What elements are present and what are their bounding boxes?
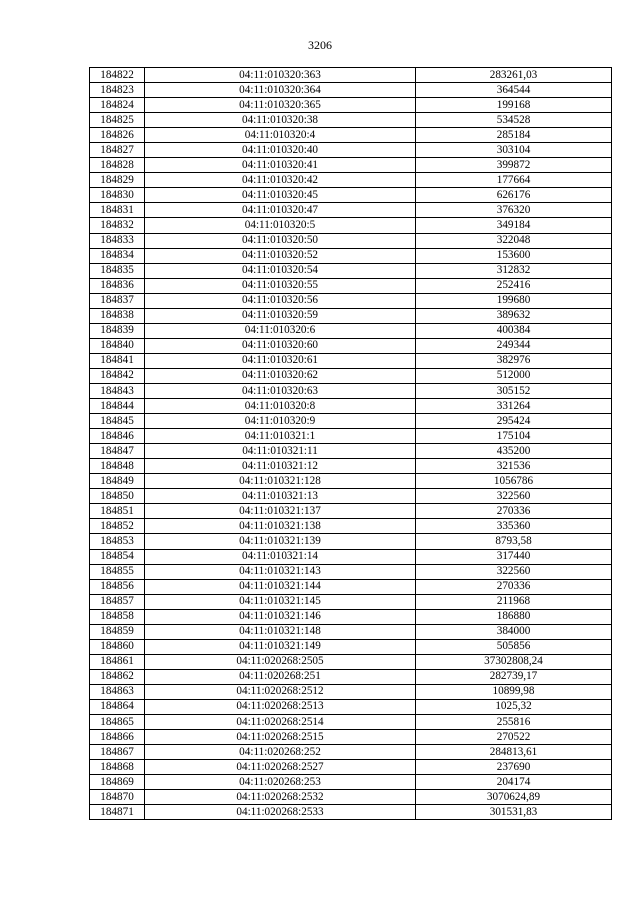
cadastral-number-cell: 04:11:010320:42 <box>145 173 416 188</box>
page-number: 3206 <box>308 38 332 52</box>
value-cell: 1056786 <box>416 474 612 489</box>
row-number-cell: 184824 <box>90 98 145 113</box>
table-row <box>90 278 612 293</box>
value-cell: 626176 <box>416 188 612 203</box>
cadastral-number-cell: 04:11:010321:138 <box>145 519 416 534</box>
value-cell: 285184 <box>416 128 612 143</box>
row-number-cell: 184853 <box>90 534 145 549</box>
value-cell: 435200 <box>416 444 612 459</box>
cadastral-number-cell: 04:11:010321:11 <box>145 444 416 459</box>
row-number-cell: 184839 <box>90 323 145 338</box>
table-row <box>90 504 612 519</box>
cadastral-number-cell: 04:11:010320:41 <box>145 158 416 173</box>
table-row <box>90 368 612 383</box>
row-number-cell: 184862 <box>90 669 145 684</box>
row-number-cell: 184851 <box>90 504 145 519</box>
cadastral-number-cell: 04:11:010320:63 <box>145 383 416 398</box>
row-number-cell: 184831 <box>90 203 145 218</box>
cadastral-number-cell: 04:11:010320:363 <box>145 68 416 83</box>
table-row <box>90 444 612 459</box>
value-cell: 321536 <box>416 459 612 474</box>
cadastral-number-cell: 04:11:010321:144 <box>145 579 416 594</box>
table-row <box>90 669 612 684</box>
value-cell: 384000 <box>416 624 612 639</box>
cadastral-number-cell: 04:11:010320:62 <box>145 368 416 383</box>
row-number-cell: 184829 <box>90 173 145 188</box>
cadastral-number-cell: 04:11:010321:139 <box>145 534 416 549</box>
row-number-cell: 184822 <box>90 68 145 83</box>
row-number-cell: 184856 <box>90 579 145 594</box>
table-row <box>90 579 612 594</box>
value-cell: 282739,17 <box>416 669 612 684</box>
cadastral-number-cell: 04:11:010320:8 <box>145 399 416 414</box>
value-cell: 10899,98 <box>416 684 612 699</box>
value-cell: 270522 <box>416 730 612 745</box>
row-number-cell: 184835 <box>90 263 145 278</box>
value-cell: 270336 <box>416 504 612 519</box>
row-number-cell: 184855 <box>90 564 145 579</box>
cadastral-number-cell: 04:11:010320:365 <box>145 98 416 113</box>
row-number-cell: 184868 <box>90 760 145 775</box>
value-cell: 382976 <box>416 353 612 368</box>
row-number-cell: 184836 <box>90 278 145 293</box>
row-number-cell: 184847 <box>90 444 145 459</box>
row-number-cell: 184871 <box>90 805 145 820</box>
row-number-cell: 184861 <box>90 654 145 669</box>
table-row <box>90 173 612 188</box>
table-row <box>90 218 612 233</box>
value-cell: 249344 <box>416 338 612 353</box>
value-cell: 317440 <box>416 549 612 564</box>
cadastral-number-cell: 04:11:010321:14 <box>145 549 416 564</box>
cadastral-number-cell: 04:11:010321:148 <box>145 624 416 639</box>
cadastral-number-cell: 04:11:020268:2512 <box>145 684 416 699</box>
row-number-cell: 184854 <box>90 549 145 564</box>
cadastral-number-cell: 04:11:020268:2532 <box>145 790 416 805</box>
table-row <box>90 549 612 564</box>
table-row <box>90 323 612 338</box>
row-number-cell: 184859 <box>90 624 145 639</box>
row-number-cell: 184858 <box>90 609 145 624</box>
value-cell: 349184 <box>416 218 612 233</box>
cadastral-number-cell: 04:11:020268:2533 <box>145 805 416 820</box>
cadastral-number-cell: 04:11:010321:12 <box>145 459 416 474</box>
table-row <box>90 128 612 143</box>
value-cell: 305152 <box>416 383 612 398</box>
value-cell: 177664 <box>416 173 612 188</box>
row-number-cell: 184823 <box>90 83 145 98</box>
value-cell: 283261,03 <box>416 68 612 83</box>
row-number-cell: 184848 <box>90 459 145 474</box>
cadastral-number-cell: 04:11:010320:52 <box>145 248 416 263</box>
value-cell: 399872 <box>416 158 612 173</box>
table-row <box>90 639 612 654</box>
row-number-cell: 184866 <box>90 730 145 745</box>
row-number-cell: 184837 <box>90 293 145 308</box>
row-number-cell: 184825 <box>90 113 145 128</box>
cadastral-number-cell: 04:11:010320:5 <box>145 218 416 233</box>
row-number-cell: 184869 <box>90 775 145 790</box>
cadastral-number-cell: 04:11:020268:2513 <box>145 699 416 714</box>
table-row <box>90 188 612 203</box>
cadastral-number-cell: 04:11:010320:54 <box>145 263 416 278</box>
value-cell: 153600 <box>416 248 612 263</box>
value-cell: 199680 <box>416 293 612 308</box>
table-row <box>90 248 612 263</box>
value-cell: 186880 <box>416 609 612 624</box>
table-row <box>90 83 612 98</box>
cadastral-table-container <box>89 67 612 820</box>
table-row <box>90 594 612 609</box>
cadastral-number-cell: 04:11:010321:1 <box>145 429 416 444</box>
cadastral-number-cell: 04:11:010320:61 <box>145 353 416 368</box>
value-cell: 270336 <box>416 579 612 594</box>
value-cell: 512000 <box>416 368 612 383</box>
row-number-cell: 184833 <box>90 233 145 248</box>
cadastral-number-cell: 04:11:010320:55 <box>145 278 416 293</box>
value-cell: 335360 <box>416 519 612 534</box>
cadastral-number-cell: 04:11:010320:47 <box>145 203 416 218</box>
cadastral-number-cell: 04:11:020268:251 <box>145 669 416 684</box>
table-row <box>90 654 612 669</box>
value-cell: 364544 <box>416 83 612 98</box>
value-cell: 295424 <box>416 414 612 429</box>
row-number-cell: 184857 <box>90 594 145 609</box>
table-row <box>90 68 612 83</box>
cadastral-number-cell: 04:11:010320:9 <box>145 414 416 429</box>
table-row <box>90 98 612 113</box>
table-row <box>90 609 612 624</box>
table-row <box>90 775 612 790</box>
value-cell: 301531,83 <box>416 805 612 820</box>
value-cell: 8793,58 <box>416 534 612 549</box>
cadastral-number-cell: 04:11:010320:40 <box>145 143 416 158</box>
table-row <box>90 338 612 353</box>
table-row <box>90 760 612 775</box>
row-number-cell: 184850 <box>90 489 145 504</box>
value-cell: 211968 <box>416 594 612 609</box>
value-cell: 400384 <box>416 323 612 338</box>
cadastral-number-cell: 04:11:010321:145 <box>145 594 416 609</box>
value-cell: 389632 <box>416 308 612 323</box>
cadastral-number-cell: 04:11:010321:13 <box>145 489 416 504</box>
value-cell: 322048 <box>416 233 612 248</box>
table-row <box>90 489 612 504</box>
row-number-cell: 184832 <box>90 218 145 233</box>
cadastral-number-cell: 04:11:020268:2505 <box>145 654 416 669</box>
table-row <box>90 624 612 639</box>
value-cell: 322560 <box>416 489 612 504</box>
cadastral-number-cell: 04:11:010321:146 <box>145 609 416 624</box>
table-row <box>90 308 612 323</box>
table-row <box>90 474 612 489</box>
table-row <box>90 293 612 308</box>
table-row <box>90 353 612 368</box>
table-row <box>90 203 612 218</box>
row-number-cell: 184843 <box>90 383 145 398</box>
table-row <box>90 684 612 699</box>
cadastral-number-cell: 04:11:010320:364 <box>145 83 416 98</box>
value-cell: 199168 <box>416 98 612 113</box>
row-number-cell: 184838 <box>90 308 145 323</box>
table-row <box>90 158 612 173</box>
value-cell: 255816 <box>416 715 612 730</box>
table-row <box>90 745 612 760</box>
row-number-cell: 184849 <box>90 474 145 489</box>
row-number-cell: 184830 <box>90 188 145 203</box>
cadastral-number-cell: 04:11:010320:50 <box>145 233 416 248</box>
row-number-cell: 184863 <box>90 684 145 699</box>
cadastral-number-cell: 04:11:010320:45 <box>145 188 416 203</box>
table-row <box>90 263 612 278</box>
cadastral-number-cell: 04:11:010320:6 <box>145 323 416 338</box>
table-row <box>90 383 612 398</box>
cadastral-number-cell: 04:11:010320:4 <box>145 128 416 143</box>
row-number-cell: 184827 <box>90 143 145 158</box>
value-cell: 322560 <box>416 564 612 579</box>
table-row <box>90 534 612 549</box>
table-row <box>90 399 612 414</box>
value-cell: 312832 <box>416 263 612 278</box>
value-cell: 505856 <box>416 639 612 654</box>
table-row <box>90 564 612 579</box>
cadastral-number-cell: 04:11:010320:60 <box>145 338 416 353</box>
row-number-cell: 184870 <box>90 790 145 805</box>
value-cell: 237690 <box>416 760 612 775</box>
row-number-cell: 184841 <box>90 353 145 368</box>
row-number-cell: 184846 <box>90 429 145 444</box>
row-number-cell: 184828 <box>90 158 145 173</box>
table-row <box>90 699 612 714</box>
row-number-cell: 184864 <box>90 699 145 714</box>
value-cell: 284813,61 <box>416 745 612 760</box>
value-cell: 376320 <box>416 203 612 218</box>
value-cell: 252416 <box>416 278 612 293</box>
row-number-cell: 184860 <box>90 639 145 654</box>
row-number-cell: 184865 <box>90 715 145 730</box>
cadastral-number-cell: 04:11:010320:59 <box>145 308 416 323</box>
row-number-cell: 184845 <box>90 414 145 429</box>
cadastral-table <box>89 67 612 820</box>
cadastral-number-cell: 04:11:010321:143 <box>145 564 416 579</box>
table-row <box>90 730 612 745</box>
row-number-cell: 184842 <box>90 368 145 383</box>
cadastral-number-cell: 04:11:010321:149 <box>145 639 416 654</box>
table-row <box>90 459 612 474</box>
table-row <box>90 233 612 248</box>
table-row <box>90 805 612 820</box>
table-row <box>90 519 612 534</box>
value-cell: 331264 <box>416 399 612 414</box>
value-cell: 3070624,89 <box>416 790 612 805</box>
row-number-cell: 184852 <box>90 519 145 534</box>
cadastral-number-cell: 04:11:010320:56 <box>145 293 416 308</box>
row-number-cell: 184826 <box>90 128 145 143</box>
value-cell: 303104 <box>416 143 612 158</box>
value-cell: 204174 <box>416 775 612 790</box>
cadastral-number-cell: 04:11:010321:128 <box>145 474 416 489</box>
cadastral-number-cell: 04:11:020268:2515 <box>145 730 416 745</box>
table-row <box>90 715 612 730</box>
row-number-cell: 184834 <box>90 248 145 263</box>
row-number-cell: 184867 <box>90 745 145 760</box>
value-cell: 37302808,24 <box>416 654 612 669</box>
cadastral-number-cell: 04:11:020268:253 <box>145 775 416 790</box>
table-row <box>90 143 612 158</box>
value-cell: 175104 <box>416 429 612 444</box>
cadastral-number-cell: 04:11:020268:252 <box>145 745 416 760</box>
table-body <box>90 68 612 820</box>
value-cell: 1025,32 <box>416 699 612 714</box>
table-row <box>90 414 612 429</box>
cadastral-number-cell: 04:11:010321:137 <box>145 504 416 519</box>
table-row <box>90 429 612 444</box>
value-cell: 534528 <box>416 113 612 128</box>
table-row <box>90 113 612 128</box>
cadastral-number-cell: 04:11:010320:38 <box>145 113 416 128</box>
row-number-cell: 184840 <box>90 338 145 353</box>
table-row <box>90 790 612 805</box>
cadastral-number-cell: 04:11:020268:2527 <box>145 760 416 775</box>
cadastral-number-cell: 04:11:020268:2514 <box>145 715 416 730</box>
row-number-cell: 184844 <box>90 399 145 414</box>
